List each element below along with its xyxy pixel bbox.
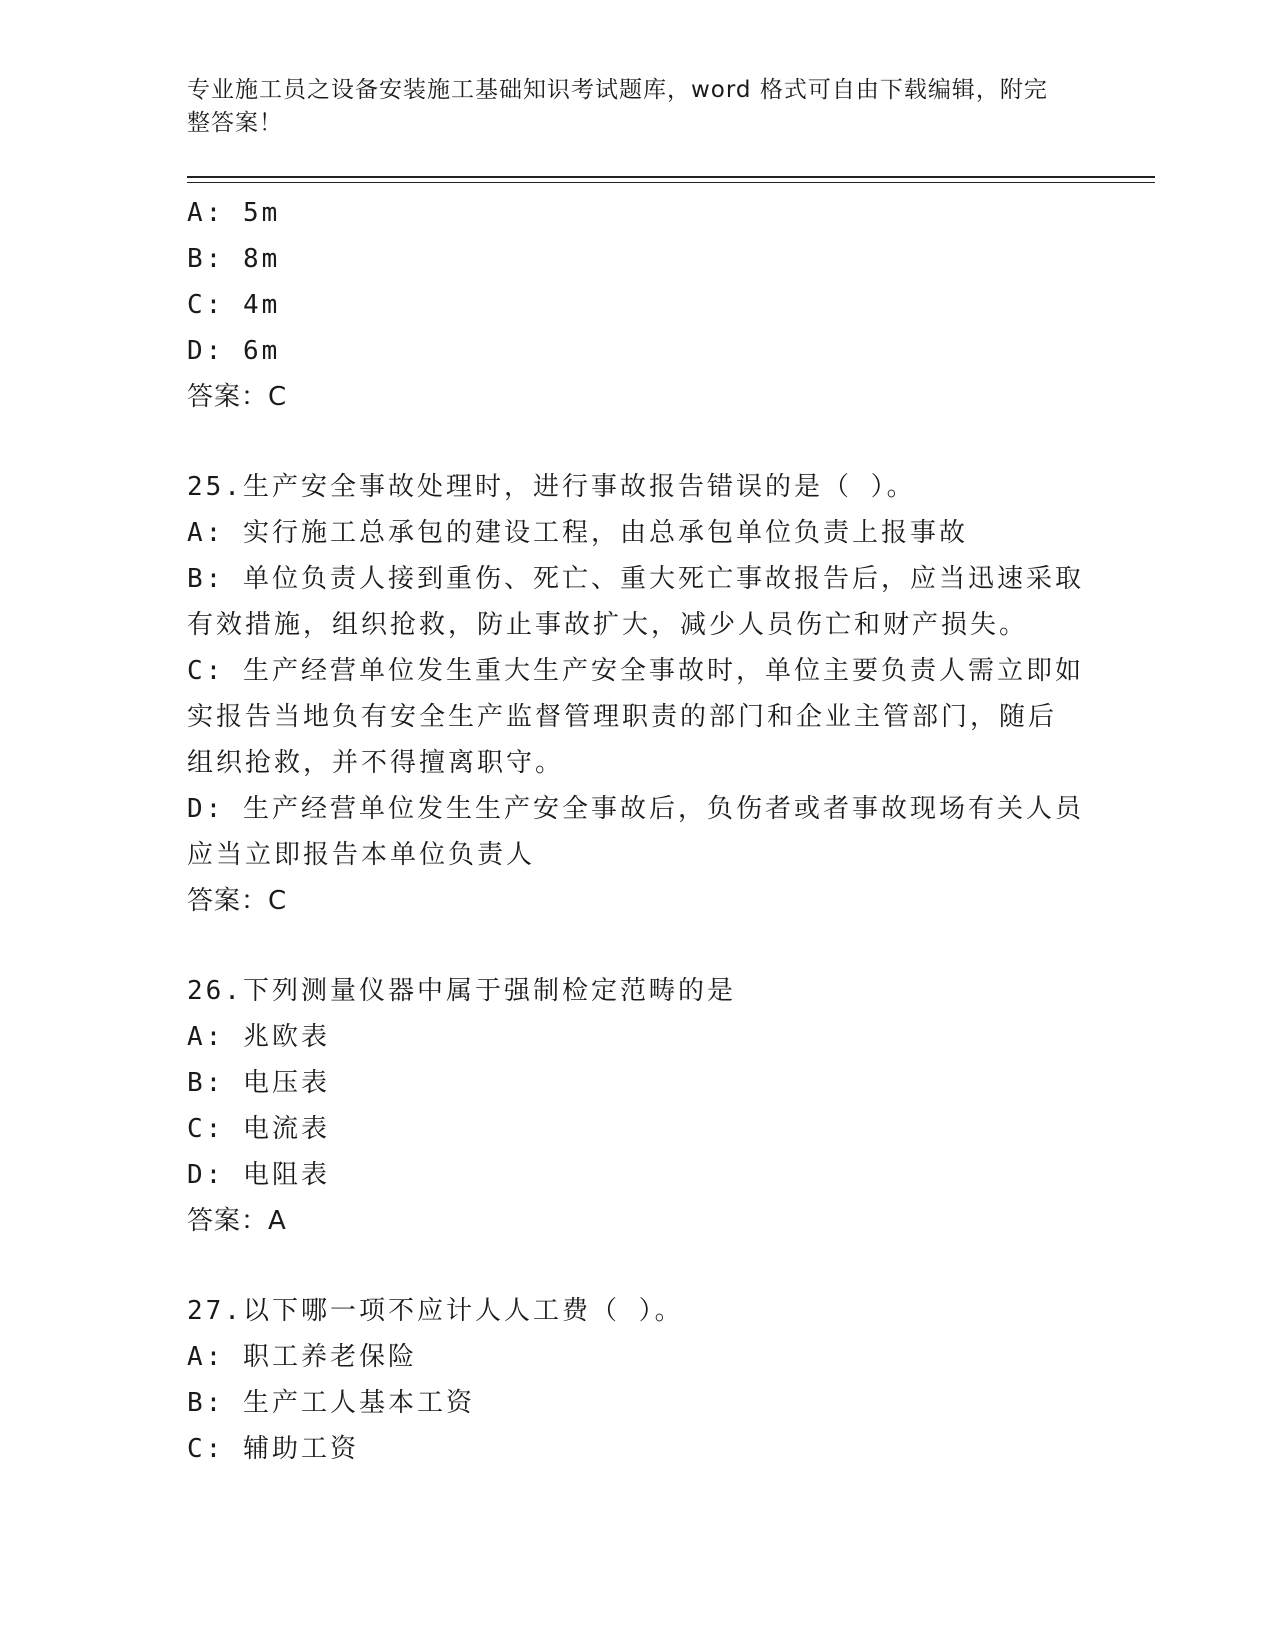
q25-option-b-line2: 有效措施，组织抢救，防止事故扩大，减少人员伤亡和财产损失。 [187, 610, 1029, 640]
q26-answer: 答案：A [187, 1206, 287, 1236]
q25-answer: 答案：C [187, 886, 288, 916]
q26-option-d: D: 电阻表 [187, 1160, 330, 1190]
question-content [187, 190, 1087, 1472]
q25-option-d-line1: D: 生产经营单位发生生产安全事故后，负伤者或者事故现场有关人员 [187, 794, 1084, 824]
header-rule-thin [187, 182, 1155, 183]
q25-option-c-line2: 实报告当地负有安全生产监督管理职责的部门和企业主管部门，随后 [187, 702, 1058, 732]
question-27 [187, 1288, 1087, 1472]
q24-option-c: C: 4m [187, 290, 281, 320]
q24-option-b: B: 8m [187, 244, 281, 274]
question-25 [187, 464, 1087, 924]
spacer [187, 1244, 1087, 1288]
q27-title: 27.以下哪一项不应计人人工费（ ）。 [187, 1296, 684, 1326]
spacer [187, 420, 1087, 464]
header-line-2: 整答案！ [187, 110, 283, 136]
q27-option-b: B: 生产工人基本工资 [187, 1388, 475, 1418]
q26-option-b: B: 电压表 [187, 1068, 330, 1098]
q25-option-c-line3: 组织抢救，并不得擅离职守。 [187, 748, 565, 778]
question-24 [187, 190, 1087, 420]
document-header [187, 74, 1087, 140]
q24-option-d: D: 6m [187, 336, 281, 366]
q26-option-c: C: 电流表 [187, 1114, 330, 1144]
question-26 [187, 968, 1087, 1244]
spacer [187, 924, 1087, 968]
q26-title: 26.下列测量仪器中属于强制检定范畴的是 [187, 976, 736, 1006]
q24-answer: 答案：C [187, 382, 288, 412]
q25-option-d-line2: 应当立即报告本单位负责人 [187, 840, 536, 870]
q27-option-a: A: 职工养老保险 [187, 1342, 417, 1372]
q25-option-b-line1: B: 单位负责人接到重伤、死亡、重大死亡事故报告后，应当迅速采取 [187, 564, 1084, 594]
q27-option-c: C: 辅助工资 [187, 1434, 359, 1464]
q25-option-c-line1: C: 生产经营单位发生重大生产安全事故时，单位主要负责人需立即如 [187, 656, 1084, 686]
q25-title: 25.生产安全事故处理时，进行事故报告错误的是（ ）。 [187, 472, 916, 502]
q24-option-a: A: 5m [187, 198, 281, 228]
q26-option-a: A: 兆欧表 [187, 1022, 330, 1052]
header-rule-thick [187, 176, 1155, 178]
header-line-1: 专业施工员之设备安装施工基础知识考试题库，word 格式可自由下载编辑，附完 [187, 77, 1048, 103]
q25-option-a: A: 实行施工总承包的建设工程，由总承包单位负责上报事故 [187, 518, 968, 548]
